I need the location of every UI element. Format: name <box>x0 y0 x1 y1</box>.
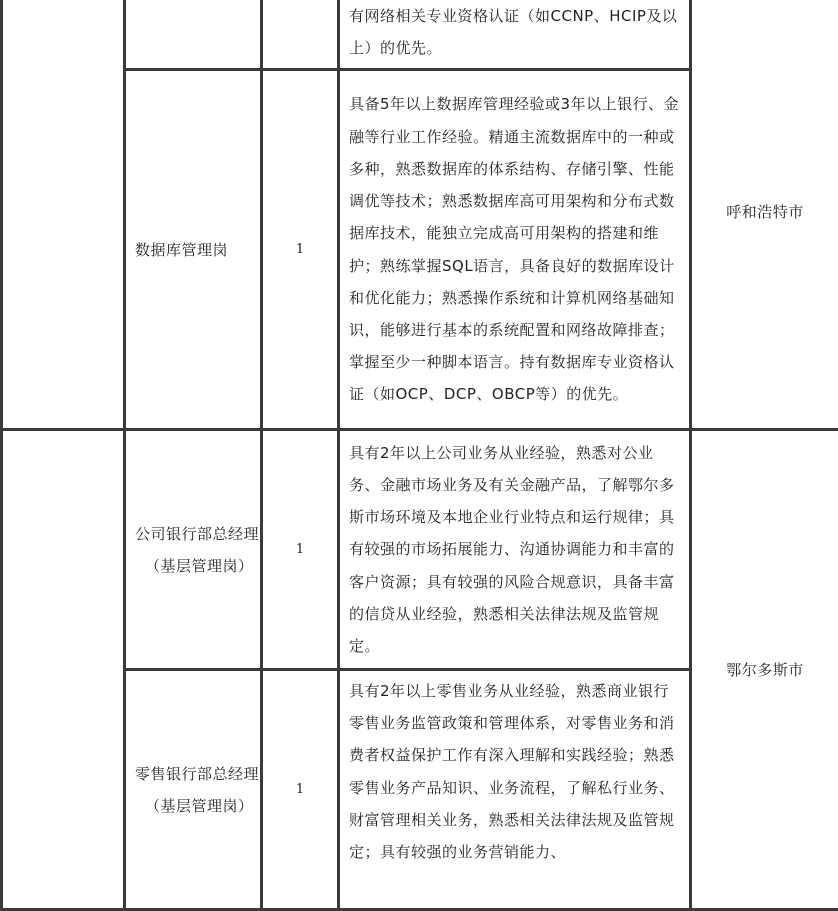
count-cell: 1 <box>262 430 339 670</box>
requirement-cell: 有网络相关专业资格认证（如CCNP、HCIP及以上）的优先。 <box>339 0 691 70</box>
blank-cell <box>2 430 125 910</box>
position-cell <box>125 430 262 670</box>
count-cell <box>262 0 339 70</box>
position-title: 零售银行部总经理 <box>135 765 259 783</box>
position-cell <box>125 70 262 430</box>
position-subtitle: （基层管理岗） <box>135 790 260 822</box>
position-subtitle: （基层管理岗） <box>135 550 260 582</box>
city-cell: 呼和浩特市 <box>691 0 838 430</box>
table-row <box>2 0 838 70</box>
table-row <box>2 430 838 670</box>
requirement-cell: 具有2年以上零售业务从业经验，熟悉商业银行零售业务监管政策和管理体系，对零售业务和消费者权益保护工作有深入理解和实践经验；熟悉零售业务产品知识、业务流程，了解私行业务、财富管理相关业务，熟悉相关法律法规及监管规定；具有较强的业务营销能力、 <box>339 670 691 910</box>
count-cell: 1 <box>262 70 339 430</box>
position-cell <box>125 0 262 70</box>
count-cell: 1 <box>262 670 339 910</box>
requirement-cell: 具备5年以上数据库管理经验或3年以上银行、金融等行业工作经验。精通主流数据库中的一种或多种，熟悉数据库的体系结构、存储引擎、性能调优等技术；熟悉数据库高可用架构和分布式数据库技术，能独立完成高可用架构的搭建和维护；熟练掌握SQL语言，具备良好的数据库设计和优化能力；熟悉操作系统和计算机网络基础知识，能够进行基本的系统配置和网络故障排查；掌握至少一种脚本语言。持有数据库专业资格认证（如OCP、DCP、OBCP等）的优先。 <box>339 70 691 430</box>
position-title: 数据库管理岗 <box>135 241 228 259</box>
position-title: 公司银行部总经理 <box>135 525 259 543</box>
city-cell: 鄂尔多斯市 <box>691 430 838 910</box>
position-cell <box>125 670 262 910</box>
blank-cell <box>2 0 125 430</box>
requirement-cell: 具有2年以上公司业务从业经验，熟悉对公业务、金融市场业务及有关金融产品，了解鄂尔多斯市场环境及本地企业行业特点和运行规律；具有较强的市场拓展能力、沟通协调能力和丰富的客户资源；具有较强的风险合规意识，具备丰富的信贷从业经验，熟悉相关法律法规及监管规定。 <box>339 430 691 670</box>
